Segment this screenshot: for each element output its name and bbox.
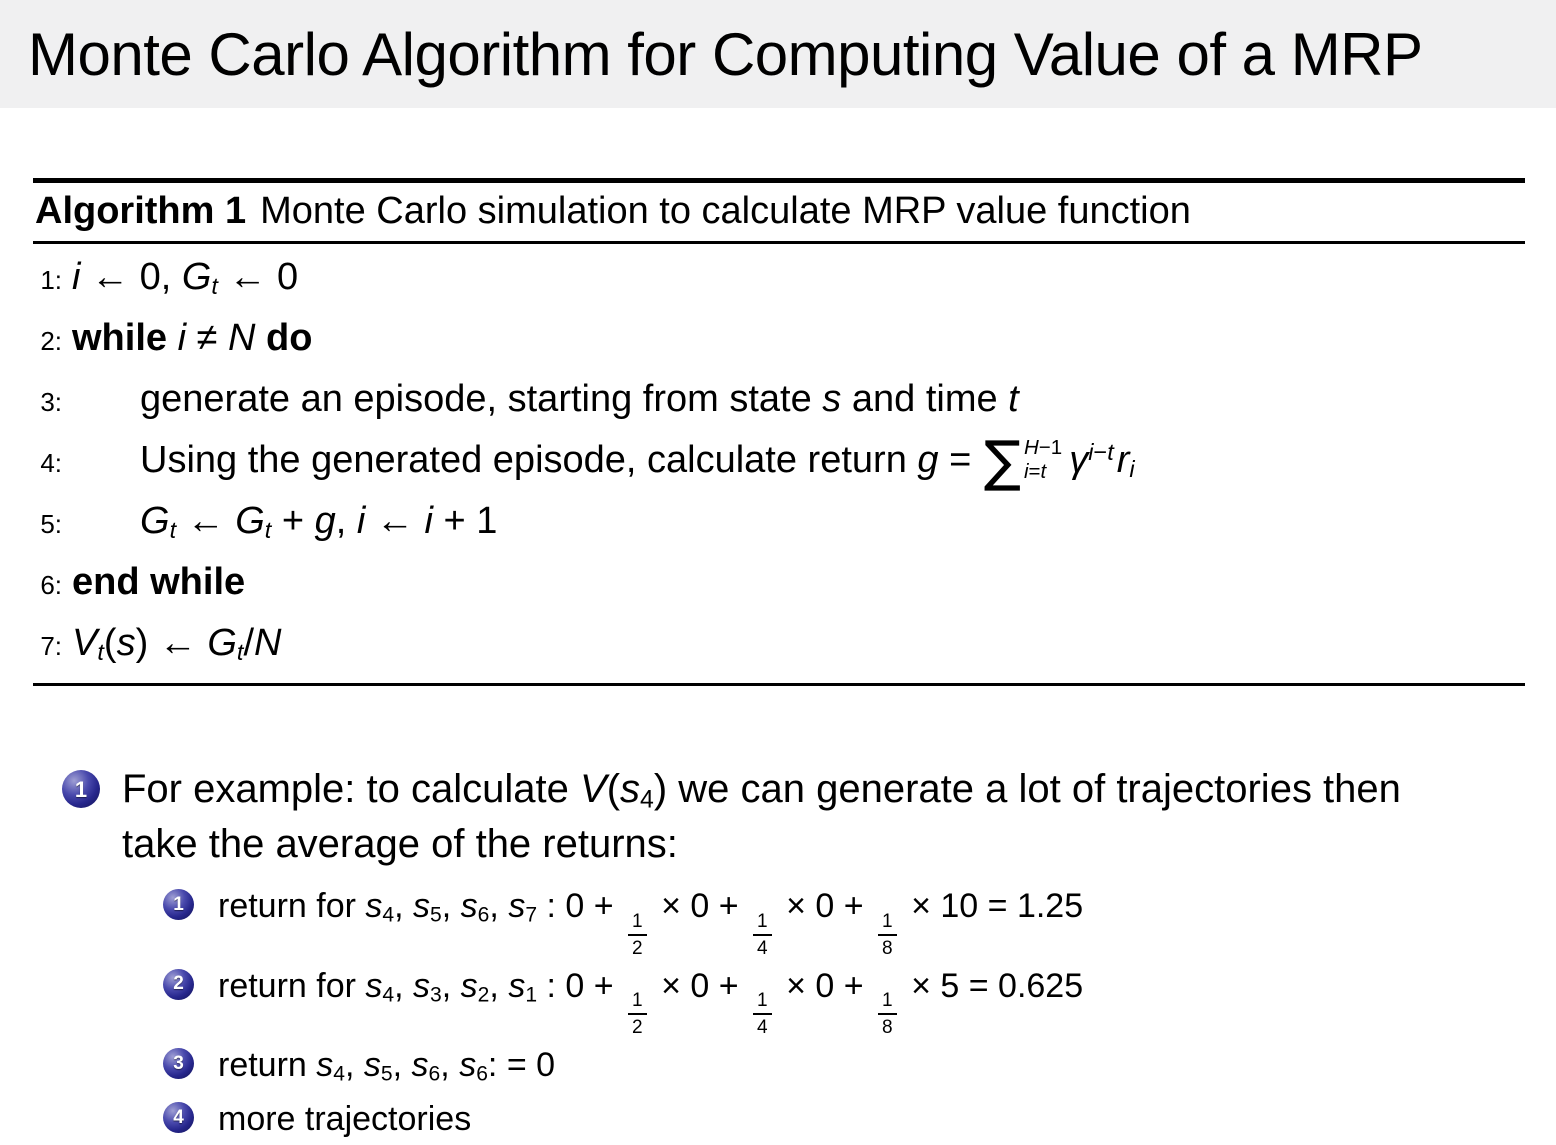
math-segment: V bbox=[580, 767, 607, 811]
math-segment: 6 bbox=[477, 903, 490, 927]
math-segment: i bbox=[1088, 439, 1094, 466]
math-segment: s bbox=[363, 1046, 381, 1085]
math-segment: g bbox=[314, 500, 336, 542]
fraction: $\frac{1}{4}$ bbox=[753, 912, 772, 958]
trajectory-item-4 bbox=[163, 1093, 1556, 1145]
math-segment: t bbox=[97, 639, 104, 666]
algorithm-line-2 bbox=[33, 309, 1525, 370]
trajectory-item-2 bbox=[163, 960, 1556, 1038]
math-segment: s bbox=[365, 966, 383, 1005]
math-segment bbox=[1129, 456, 1134, 482]
enumeration-ball: 2 bbox=[163, 969, 194, 1000]
line-number: 1: bbox=[40, 265, 62, 295]
math-segment: i bbox=[356, 500, 366, 542]
fraction: $\frac{1}{2}$ bbox=[628, 912, 647, 958]
algorithm-line-1 bbox=[33, 248, 1525, 309]
trajectory-item-1 bbox=[163, 880, 1556, 958]
algorithm-caption bbox=[33, 183, 1525, 241]
algorithm-line-6 bbox=[33, 553, 1525, 614]
math-segment: V bbox=[72, 622, 98, 664]
math-segment: 4 bbox=[640, 786, 654, 814]
math-segment: i bbox=[177, 317, 187, 359]
math-segment: r bbox=[1116, 439, 1130, 481]
fraction: $\frac{1}{8}$ bbox=[878, 912, 897, 958]
math-segment: g bbox=[917, 439, 939, 481]
math-segment: while bbox=[72, 317, 178, 359]
line-content: Using the generated episode, calculate return g = ∑ H−1 i=t $\gamma^{i-t}ri$ bbox=[140, 428, 1135, 493]
math-segment: s bbox=[411, 1046, 429, 1085]
math-segment: 5 bbox=[380, 1062, 393, 1086]
math-segment: 1 bbox=[525, 983, 538, 1007]
enumeration-ball-1: 1 bbox=[62, 770, 100, 808]
algorithm-line-3 bbox=[33, 370, 1525, 431]
algorithm-caption-text: Monte Carlo simulation to calculate MRP value function bbox=[260, 190, 1191, 232]
math-segment: t bbox=[1107, 439, 1114, 466]
math-segment: i bbox=[424, 500, 433, 542]
algorithm-lines bbox=[33, 244, 1525, 683]
math-segment: s bbox=[413, 887, 431, 925]
math-segment: 2 bbox=[477, 983, 490, 1007]
line-content bbox=[72, 553, 245, 611]
algorithm-line-5 bbox=[33, 492, 1525, 553]
math-segment: end while bbox=[72, 561, 246, 603]
slide-title-bar bbox=[0, 0, 1556, 108]
math-segment: t bbox=[211, 273, 218, 300]
line-number: 7: bbox=[40, 631, 62, 661]
algorithm-box bbox=[33, 178, 1525, 686]
line-number: 2: bbox=[40, 326, 62, 356]
math-segment: s bbox=[620, 767, 641, 811]
math-segment: 5 bbox=[430, 903, 442, 927]
line-number: 3: bbox=[40, 387, 62, 417]
math-segment: G bbox=[140, 500, 170, 542]
math-segment: do bbox=[255, 317, 313, 359]
math-segment: t bbox=[169, 517, 177, 544]
math-segment: 3 bbox=[430, 983, 442, 1007]
math-segment: s bbox=[116, 622, 136, 664]
math-segment: t bbox=[1008, 378, 1019, 420]
line-content: generate an episode, starting from state s and time t bbox=[140, 378, 1019, 420]
enumeration-ball: 4 bbox=[163, 1102, 194, 1133]
math-segment: t bbox=[1040, 460, 1047, 484]
math-segment: i bbox=[1023, 460, 1029, 484]
math-segment: t bbox=[264, 517, 272, 544]
line-content: Gt ← Gt + g, i ← i + 1 bbox=[140, 500, 498, 544]
enumeration-ball: 3 bbox=[163, 1048, 194, 1079]
math-segment: s bbox=[822, 378, 842, 420]
summation-symbol: ∑ H−1 i=t bbox=[983, 428, 1063, 493]
fraction: $\frac{1}{8}$ bbox=[878, 991, 897, 1037]
algorithm-line-7 bbox=[33, 614, 1525, 675]
math-segment: 4 bbox=[382, 903, 395, 927]
slide-title: Monte Carlo Algorithm for Computing Value of a MRP bbox=[28, 20, 1423, 88]
trajectory-item-3 bbox=[163, 1039, 1556, 1091]
math-segment: s bbox=[459, 1046, 477, 1085]
math-segment: s bbox=[508, 966, 526, 1005]
algorithm-label: Algorithm 1 bbox=[35, 190, 247, 232]
math-segment: 7 bbox=[525, 903, 538, 927]
example-text: For example: to calculate V(s4) we can generate a lot of trajectories then take the average of the returns: bbox=[122, 767, 1401, 866]
trajectory-text: return for s4, s5, s6, s7 : 0 + $\frac{1}{2}$ × 0 + $\frac{1}{4}$ × 0 + $\frac{1}{8}$ × 10 = 1.25 bbox=[218, 887, 1084, 959]
math-segment: N bbox=[228, 317, 256, 359]
line-content: while i ≠ N do bbox=[72, 317, 313, 359]
math-segment: G bbox=[181, 256, 212, 298]
math-segment: s bbox=[460, 966, 478, 1005]
math-segment: 6 bbox=[428, 1062, 441, 1086]
example-item bbox=[62, 762, 1556, 872]
trajectory-text: return for s4, s3, s2, s1 : 0 + $\frac{1}{2}$ × 0 + $\frac{1}{4}$ × 0 + $\frac{1}{8}$ × 5 = 0.625 bbox=[218, 966, 1084, 1039]
trajectory-text: more trajectories bbox=[218, 1100, 472, 1139]
math-segment: i−t bbox=[1088, 439, 1114, 466]
math-segment: N bbox=[254, 622, 282, 664]
trajectory-text: return s4, s5, s6, s6: = 0 bbox=[218, 1046, 556, 1086]
math-segment: i bbox=[1129, 456, 1135, 483]
fraction: $\frac{1}{2}$ bbox=[628, 991, 647, 1037]
math-segment: s bbox=[316, 1046, 334, 1085]
math-segment: 4 bbox=[382, 983, 395, 1007]
line-number: 4: bbox=[40, 448, 62, 478]
math-segment: G bbox=[235, 500, 265, 542]
math-segment: s bbox=[508, 887, 526, 925]
math-segment: s bbox=[413, 966, 431, 1005]
math-segment: i bbox=[72, 256, 81, 298]
math-segment: s bbox=[365, 887, 383, 925]
line-number: 5: bbox=[40, 509, 62, 539]
math-segment: s bbox=[460, 887, 478, 925]
line-number: 6: bbox=[40, 570, 62, 600]
algorithm-line-4 bbox=[33, 428, 1525, 493]
math-segment: t bbox=[236, 639, 244, 666]
enumeration-ball: 1 bbox=[163, 889, 194, 920]
line-content: Vt(s) ← Gt/N bbox=[72, 622, 282, 666]
math-segment: γ bbox=[1069, 439, 1089, 481]
fraction: $\frac{1}{4}$ bbox=[753, 991, 772, 1037]
math-segment: 6 bbox=[476, 1062, 488, 1086]
math-segment: 4 bbox=[333, 1062, 345, 1086]
line-content: i ← 0, Gt ← 0 bbox=[72, 256, 299, 300]
math-segment: H bbox=[1023, 436, 1039, 460]
trajectory-list bbox=[62, 880, 1556, 1145]
example-section bbox=[0, 762, 1556, 1145]
algorithm-bottom-rule bbox=[33, 683, 1525, 686]
math-segment: G bbox=[207, 622, 237, 664]
